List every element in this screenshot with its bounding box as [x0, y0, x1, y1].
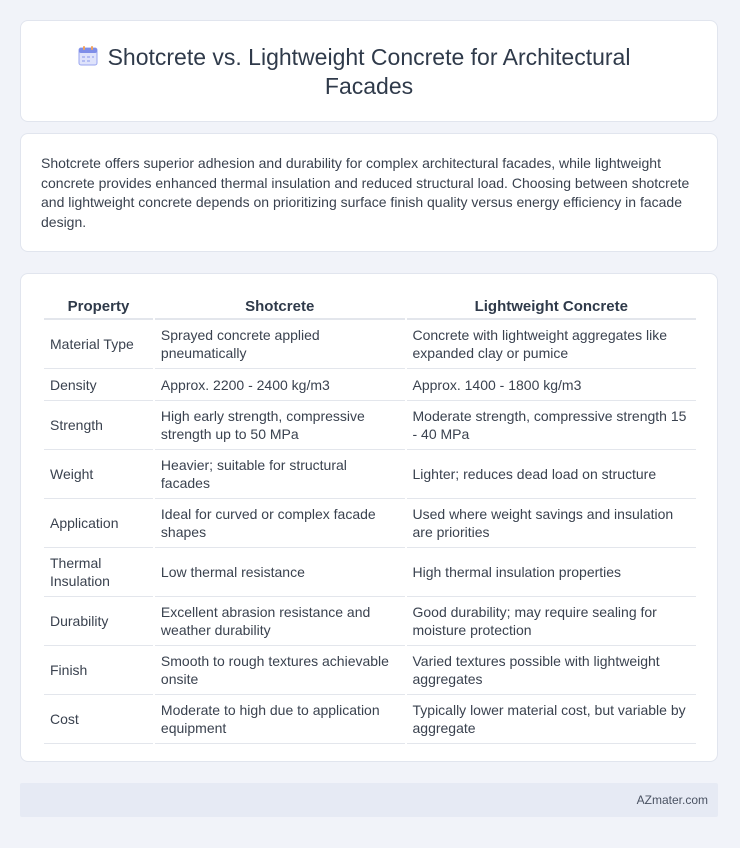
table-row: [44, 695, 696, 744]
table-row: [44, 369, 696, 401]
title-card: [20, 20, 718, 122]
table-row: [44, 646, 696, 695]
lightweight-cell: High thermal insulation properties: [407, 548, 697, 597]
property-cell: Durability: [44, 597, 153, 646]
lightweight-cell: Moderate strength, compressive strength 15 - 40 MPa: [407, 401, 697, 450]
property-cell: Weight: [44, 450, 153, 499]
lightweight-cell: Good durability; may require sealing for moisture protection: [407, 597, 697, 646]
column-header-property: Property: [44, 294, 153, 320]
comparison-table: [42, 294, 698, 744]
footer-bar: [20, 783, 718, 817]
summary-text: Shotcrete offers superior adhesion and durability for complex architectural facades, while lightweight concrete provides enhanced thermal insulation and reduced structural load. Choosing between shotcrete and lightweight concrete depends on prioritizing surface finish quality versus energy efficiency in facade design.: [41, 155, 690, 230]
table-row: [44, 499, 696, 548]
shotcrete-cell: Moderate to high due to application equipment: [155, 695, 405, 744]
column-header-lightweight-concrete: Lightweight Concrete: [407, 294, 697, 320]
lightweight-cell: Concrete with lightweight aggregates like expanded clay or pumice: [407, 320, 697, 369]
lightweight-cell: Used where weight savings and insulation are priorities: [407, 499, 697, 548]
lightweight-cell: Typically lower material cost, but variable by aggregate: [407, 695, 697, 744]
shotcrete-cell: Smooth to rough textures achievable onsite: [155, 646, 405, 695]
shotcrete-cell: Low thermal resistance: [155, 548, 405, 597]
table-row: [44, 548, 696, 597]
property-cell: Density: [44, 369, 153, 401]
shotcrete-cell: Sprayed concrete applied pneumatically: [155, 320, 405, 369]
shotcrete-cell: Heavier; suitable for structural facades: [155, 450, 405, 499]
page-title: Shotcrete vs. Lightweight Concrete for Architectural Facades: [107, 44, 631, 99]
property-cell: Strength: [44, 401, 153, 450]
shotcrete-cell: Excellent abrasion resistance and weather durability: [155, 597, 405, 646]
shotcrete-cell: High early strength, compressive strength up to 50 MPa: [155, 401, 405, 450]
lightweight-cell: Varied textures possible with lightweight aggregates: [407, 646, 697, 695]
table-row: [44, 401, 696, 450]
table-row: [44, 597, 696, 646]
table-row: [44, 450, 696, 499]
footer-brand: AZmater.com: [636, 793, 708, 807]
shotcrete-cell: Ideal for curved or complex facade shapes: [155, 499, 405, 548]
table-row: [44, 320, 696, 369]
property-cell: Thermal Insulation: [44, 548, 153, 597]
property-cell: Material Type: [44, 320, 153, 369]
comparison-table-card: [20, 273, 718, 762]
table-header-row: [44, 294, 696, 320]
lightweight-cell: Approx. 1400 - 1800 kg/m3: [407, 369, 697, 401]
lightweight-cell: Lighter; reduces dead load on structure: [407, 450, 697, 499]
property-cell: Application: [44, 499, 153, 548]
column-header-shotcrete: Shotcrete: [155, 294, 405, 320]
property-cell: Finish: [44, 646, 153, 695]
property-cell: Cost: [44, 695, 153, 744]
summary-card: [20, 133, 718, 252]
shotcrete-cell: Approx. 2200 - 2400 kg/m3: [155, 369, 405, 401]
